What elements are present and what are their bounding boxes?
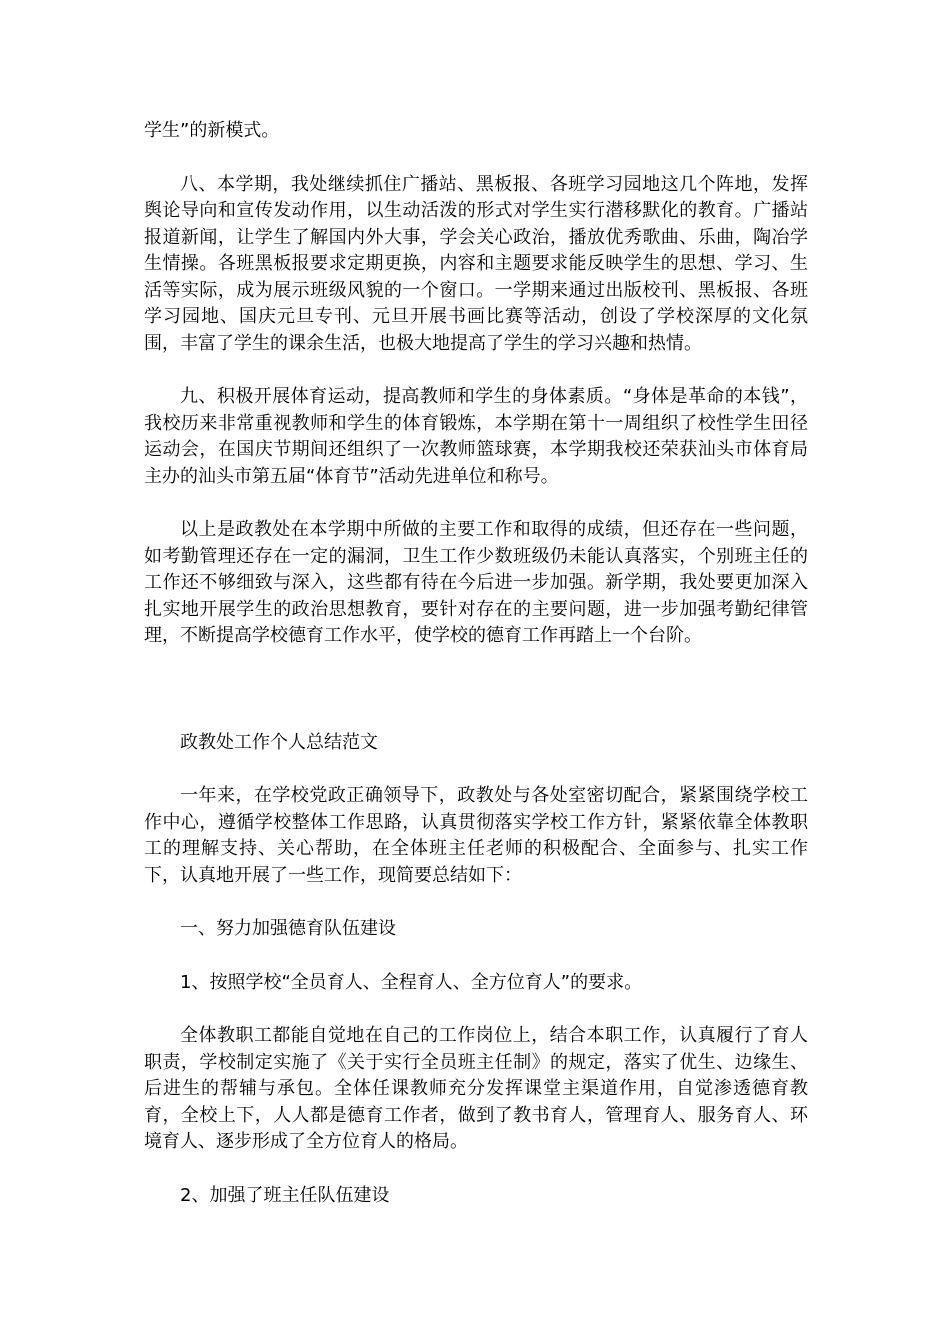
document-page bbox=[144, 118, 808, 1209]
subheading-2: 2、加强了班主任队伍建设 bbox=[180, 1184, 390, 1206]
paragraph-summary: 以上是政教处在本学期中所做的主要工作和取得的成绩，但还存在一些问题，如考勤管理还存在一定的漏洞，卫生工作少数班级仍未能认真落实，个别班主任的工作还不够细致与深入，这些都有待在今后进一步加强。新学期，我处要更加深入扎实地开展学生的政治思想教育，要针对存在的主要问题，进一步加强考勤纪律管理，不断提高学校德育工作水平，使学校的德育工作再踏上一个台阶。 bbox=[144, 519, 808, 646]
paragraph-section-9: 九、积极开展体育运动，提高教师和学生的身体素质。“身体是革命的本钱”，我校历来非常重视教师和学生的体育锻炼，本学期在第十一周组织了校性学生田径运动会，在国庆节期间还组织了一次教师篮球赛，本学期我校还荣获汕头市体育局主办的汕头市第五届“体育节”活动先进单位和称号。 bbox=[144, 386, 808, 487]
paragraph-continuation: 学生”的新模式。 bbox=[144, 120, 280, 141]
document-title: 政教处工作个人总结范文 bbox=[180, 731, 378, 753]
paragraph-all-staff: 全体教职工都能自觉地在自己的工作岗位上，结合本职工作，认真履行了育人职责，学校制定实施了《关于实行全员班主任制》的规定，落实了优生、边缘生、后进生的帮辅与承包。全体任课教师充分发挥课堂主渠道作用，自觉渗透德育教育，全校上下，人人都是德育工作者，做到了教书育人，管理育人、服务育人、环境育人、逐步形成了全方位育人的格局。 bbox=[144, 1025, 808, 1152]
paragraph-intro: 一年来，在学校党政正确领导下，政教处与各处室密切配合，紧紧围绕学校工作中心，遵循学校整体工作思路，认真贯彻落实学校工作方针，紧紧依靠全体教职工的理解支持、关心帮助，在全体班主任老师的积极配合、全面参与、扎实工作下，认真地开展了一些工作，现简要总结如下： bbox=[144, 785, 808, 886]
subheading-1: 1、按照学校“全员育人、全程育人、全方位育人”的要求。 bbox=[180, 971, 643, 993]
paragraph-section-8: 八、本学期，我处继续抓住广播站、黑板报、各班学习园地这几个阵地，发挥舆论导向和宣传发动作用，以生动活泼的形式对学生实行潜移默化的教育。广播站报道新闻，让学生了解国内外大事，学会关心政治，播放优秀歌曲、乐曲，陶冶学生情操。各班黑板报要求定期更换，内容和主题要求能反映学生的思想、学习、生活等实际，成为展示班级风貌的一个窗口。一学期来通过出版校刊、黑板报、各班学习园地、国庆元旦专刊、元旦开展书画比赛等活动，创设了学校深厚的文化氛围，丰富了学生的课余生活，也极大地提高了学生的学习兴趣和热情。 bbox=[144, 173, 808, 354]
heading-section-1: 一、努力加强德育队伍建设 bbox=[180, 918, 396, 939]
